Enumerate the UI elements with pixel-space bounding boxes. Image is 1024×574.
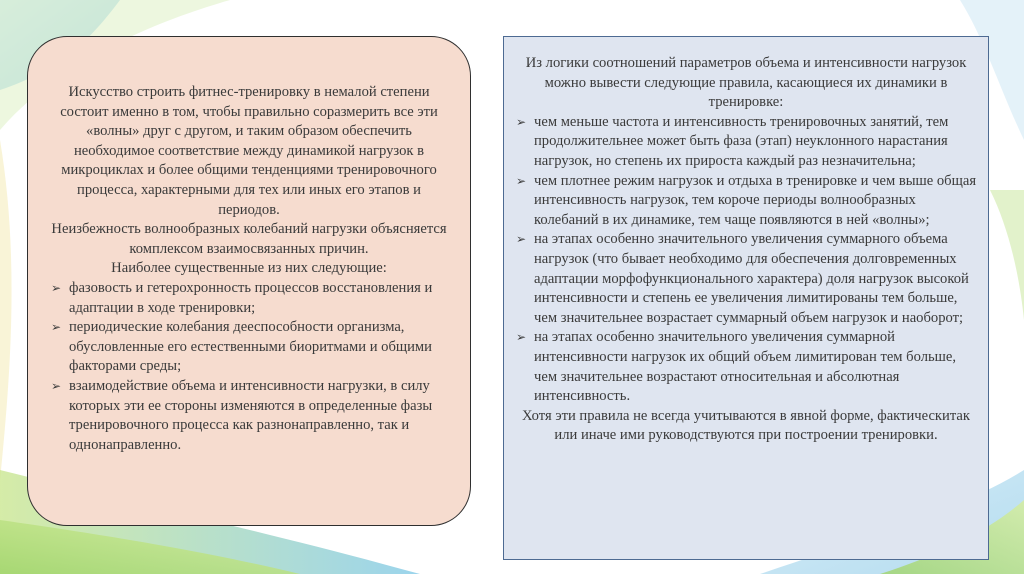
right-panel-content bbox=[512, 54, 980, 446]
arrow-bullet-icon: ➢ bbox=[51, 320, 62, 335]
right-outro-paragraph: Хотя эти правила не всегда учитываются в явной форме, фактическитак или иначе ими руководствуются при построении тренировки. bbox=[522, 407, 970, 444]
arrow-bullet-icon: ➢ bbox=[51, 378, 62, 393]
left-panel-content bbox=[47, 83, 451, 455]
list-item: ➢ взаимодействие объема и интенсивности нагрузки, в силу которых эти ее стороны изменяются в определенные фазы тренировочного процесса как разнонаправленно, так и однонаправленно. bbox=[51, 377, 433, 453]
right-intro-paragraph: Из логики соотношений параметров объема и интенсивности нагрузок можно вывести следующие правила, касающиеся их динамики в тренировке: bbox=[525, 55, 967, 111]
list-item: ➢ фазовость и гетерохронность процессов восстановления и адаптации в ходе тренировки; bbox=[51, 279, 433, 316]
right-bullet-list bbox=[512, 113, 980, 407]
arrow-bullet-icon: ➢ bbox=[516, 330, 527, 345]
list-item: ➢ периодические колебания дееспособности организма, обусловленные его естественными биоритмами и общими факторами среды; bbox=[51, 319, 432, 375]
left-third-paragraph: Наиболее существенные из них следующие: bbox=[111, 260, 387, 277]
list-item: ➢ на этапах особенно значительного увеличения суммарной интенсивности нагрузок их общий объем лимитирован тем больше, чем значительнее возрастают относительная и абсолютная интенсивность. bbox=[516, 329, 957, 405]
arrow-bullet-icon: ➢ bbox=[51, 280, 62, 295]
list-item: ➢ чем плотнее режим нагрузок и отдыха в тренировке и чем выше общая интенсивность нагрузок, тем короче периоды волнообразных колебаний в их динамике, тем чаще появляются в ней «волны»; bbox=[516, 172, 977, 228]
left-second-paragraph: Неизбежность волнообразных колебаний нагрузки объясняется комплексом взаимосвязанных причин. bbox=[51, 221, 447, 257]
arrow-bullet-icon: ➢ bbox=[516, 114, 527, 129]
left-intro-paragraph: Искусство строить фитнес-тренировку в немалой степени состоит именно в том, чтобы правильно соразмерить все эти «волны» друг с другом, и таким образом обеспечить необходимое соответствие между динамикой нагрузок в микроциклах и более общими тенденциями тренировочного процесса, характерными для тех или иных его этапов и периодов. bbox=[60, 84, 438, 218]
list-item: ➢ чем меньше частота и интенсивность тренировочных занятий, тем продолжительнее может быть фаза (этап) неуклонного нарастания нагрузок, но степень их прироста каждый раз незначительна; bbox=[516, 113, 949, 169]
arrow-bullet-icon: ➢ bbox=[516, 232, 527, 247]
left-bullet-list bbox=[47, 279, 451, 455]
list-item: ➢ на этапах особенно значительного увеличения суммарного объема нагрузок (что бывает необходимо для обеспечения долговременных адаптации морфофункционального характера) доля нагрузок высокой интенсивности и степень ее увеличения лимитированы тем больше, чем значительнее возрастает суммарный объем нагрузок и наоборот; bbox=[516, 231, 969, 326]
arrow-bullet-icon: ➢ bbox=[516, 173, 527, 188]
